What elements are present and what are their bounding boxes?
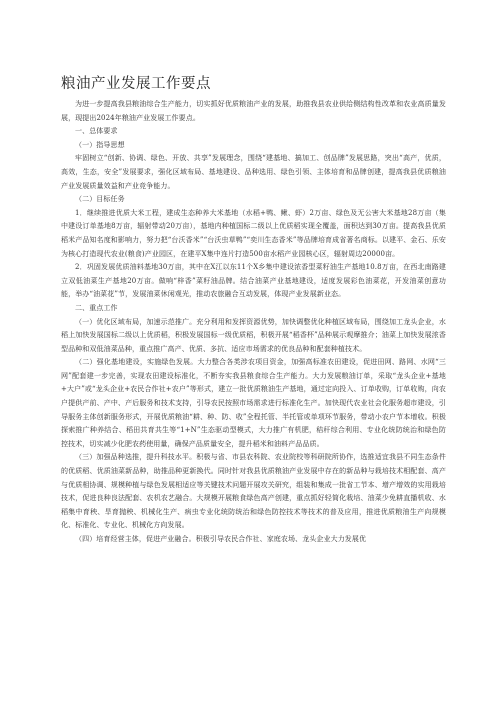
- paragraph-lead: （三）加强品种选推，提升科技水平。: [75, 453, 197, 462]
- body-paragraph: [61, 356, 446, 451]
- list-item: 1．继续推进优质大米工程，建成生态种养大米基地（水稻+鸭、鳅、虾）2万亩、绿色及无公害大米基地28万亩（集中建设订单基地8万亩，辐射带动20万亩），基地内种植国标二级以上优质稻实现全覆盖，面积达到30万亩。提高我县优质稻米产品知名度和影响力，努力把“台沃香米”“台沃虫草鸭”“奕川生态香米”等品牌培育成省著名商标。以建平、金石、乐安为核心打造现代农业(粮食)产业园区，在建平X集中连片打造500亩水稻产业园核心区，辐射周边20000亩。: [61, 208, 446, 258]
- body-paragraph: [61, 316, 446, 357]
- paragraph-lead: （一）优化区域布局，加速示范推广。: [75, 317, 197, 326]
- section-heading: 二、重点工作: [75, 303, 118, 312]
- paragraph-text: 大力整合各类涉农项目资金，加强高标准农田建设，促进田网、路网、水网“三网”配套建一步完善，实现农田建设标准化，不断夯实我县粮食综合生产能力。大力发展粮油订单，采取“龙头企业+基地+大户”或“龙头企业+农民合作社+农户”等形式，建立一批优质粮油生产基地，通过定向投入、订单收购，订单收购，向农户提供产前、产中、产后服务和技术支持，引导农民按照市场需求进行标准化生产。加快现代农业社会化服务超市建设，引导服务主体创新服务形式，开展优质粮油“耕、种、防、收”全程托管、半托管或单项环节服务，带动小农户节本增收。积极探索推广种养结合、稻田共育共生等“1+N”生态驱动型模式，大力推广有机肥，秸秆综合利用、专业化统防统治和绿色防控技术，切实减少化肥农药使用量，确保产品质量安全，提升稻米和油料产品品质。: [61, 358, 447, 448]
- page-title: 粮油产业发展工作要点: [61, 76, 211, 92]
- section-heading: 一、总体要求: [75, 127, 118, 136]
- list-item: 2．巩固发展优质油料基地30万亩，其中在X江以东11个X乡集中建设浓香型菜籽油生产基地10.8万亩，在西北南路建立双低油菜生产基地20万亩。做响“梓香”菜籽油品牌。结合油菜产业基地建设，适度发展彩色油菜花，开发油菜创意功能，举办“油菜花”节，发展油菜休闲观光，推动农旅融合互动发展，体现产业发展新业态。: [61, 263, 446, 299]
- paragraph-text: 积极与省、市县农科院、农业院校等科研院所协作，选推适宜我县不同生态条件的优质稻、优质油菜新品种，助推品种更新换代。同时针对我县优质粮油产业发展中存在的新品种与栽培技术相配套、高产与优质相协调、规模种植与绿色发展相适应等关键技术问题开展攻关研究，组装和集成一批省工节本、增产增效的实用栽培技术，促进良种良法配套、农机农艺融合。大规模开展粮食绿色高产创建，重点抓好轻简化栽培、油菜少免耕直播机收、水稻集中育秧、旱育抛秧、机械化生产、病虫专业化统防统治和绿色防控技术等技术的普及应用，推进优质粮油生产向规模化、标准化、专业化、机械化方向发展。: [61, 453, 447, 530]
- body-paragraph: [61, 533, 446, 547]
- paragraph-lead: （四）培育经营主体，促进产业融合。: [75, 535, 196, 543]
- body-paragraph: 牢固树立“创新、协调、绿色、开放、共享”发展理念，围绕“建基地、搞加工、创品牌”发展思路，突出“高产，优质，高效，生态，安全”发展要求，强化区域布局、基地建设、品种选用、绿色引领、主体培育和品牌创建，提高我县优质粮油产业发展质量效益和产业竞争能力。: [61, 154, 446, 190]
- intro-paragraph: 为进一步提高我县粮油综合生产能力，切实抓好优质粮油产业的发展，助推我县农业供给侧结构性改革和农业高质量发展，现提出2024年粮油产业发展工作要点。: [61, 100, 446, 122]
- paragraph-lead: （二）强化基地建设，实施绿色发展。: [75, 358, 198, 367]
- subsection-heading: （一）指导思想: [75, 140, 125, 149]
- paragraph-text: 积极引导农民合作社、家庭农场、龙头企业大力发展优: [195, 535, 367, 543]
- body-paragraph: [61, 451, 446, 533]
- paragraph-text: 充分利用和发挥资源优势，加快调整优化种植区域布局，围绕加工龙头企业，水稻上加快发展国标二级以上优质稻，积极发展国标一级优质稻，积极开展“稻香杯”品种展示观摩推介；油菜上加快发展浓香型品种和双低油菜品种，重点推广高产、优质、多抗、适应市场需求的优良品种和配套种植技术。: [61, 317, 447, 353]
- document-body: [61, 98, 446, 547]
- subsection-heading: （二）目标任务: [75, 195, 125, 204]
